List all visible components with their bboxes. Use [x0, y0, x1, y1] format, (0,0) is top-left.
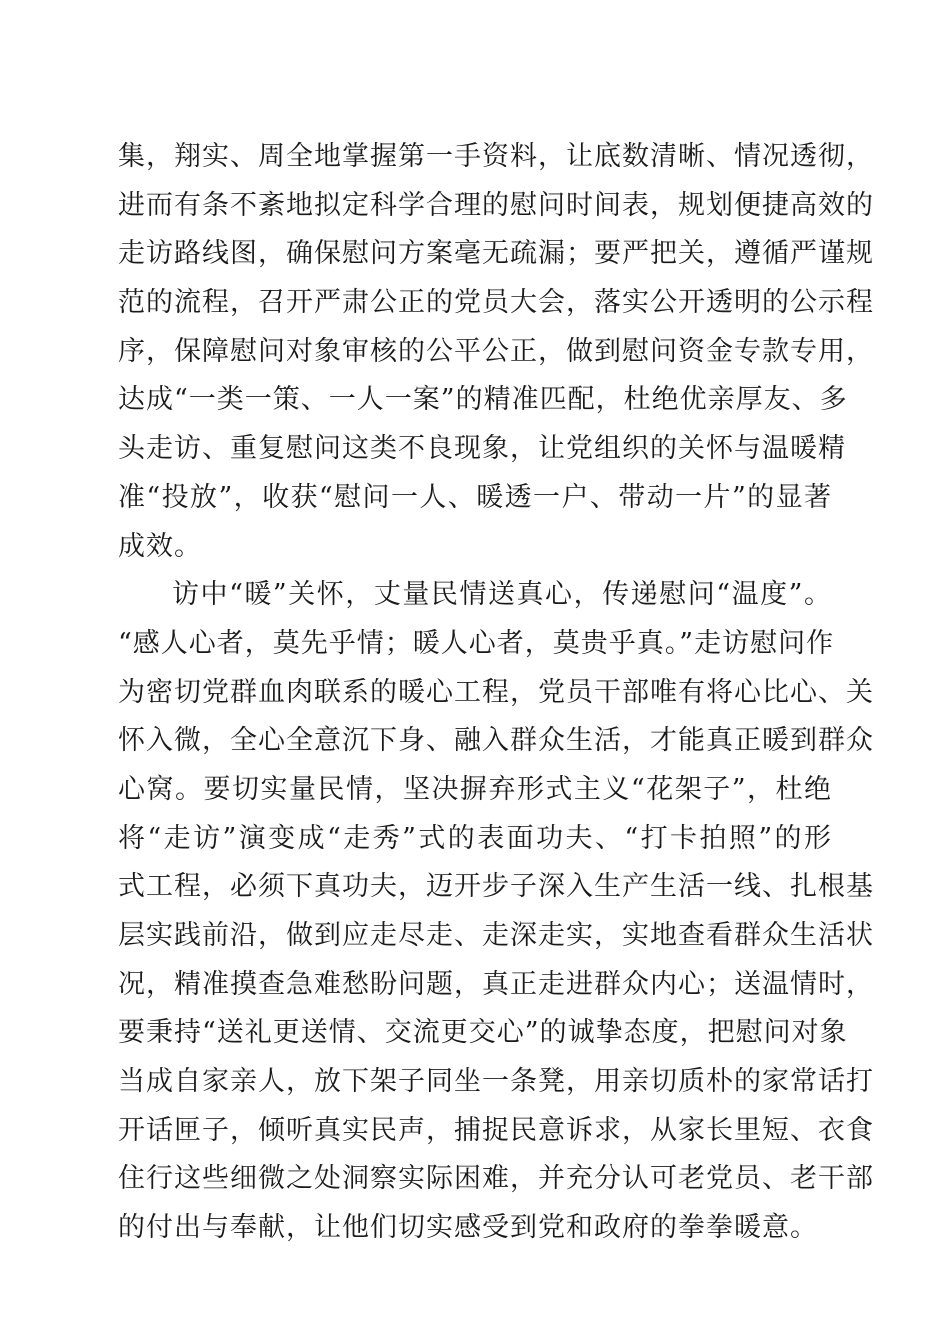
text-line: 序，保障慰问对象审核的公平公正，做到慰问资金专款专用， [118, 335, 874, 367]
text-line: 式工程，必须下真功夫，迈开步子深入生产生活一线、扎根基 [118, 871, 874, 903]
text-line: 进而有条不紊地拟定科学合理的慰问时间表，规划便捷高效的 [118, 189, 874, 221]
text-line: 住行这些细微之处洞察实际困难，并充分认可老党员、老干部 [118, 1163, 874, 1195]
text-line: 当成自家亲人，放下架子同坐一条凳，用亲切质朴的家常话打 [118, 1066, 874, 1098]
text-line: 怀入微，全心全意沉下身、融入群众生活，才能真正暖到群众 [118, 725, 874, 757]
text-line: 准“投放”，收获“慰问一人、暖透一户、带动一片”的显著 [118, 481, 832, 513]
text-line: 层实践前沿，做到应走尽走、走深走实，实地查看群众生活状 [118, 920, 874, 951]
text-line: 走访路线图，确保慰问方案毫无疏漏；要严把关，遵循严谨规 [118, 238, 874, 270]
text-line: 况，精准摸查急难愁盼问题，真正走进群众内心；送温情时， [118, 968, 874, 1000]
body-text [118, 133, 874, 1253]
text-line: 头走访、重复慰问这类不良现象，让党组织的关怀与温暖精 [118, 433, 846, 465]
text-line: 开话匣子，倾听真实民声，捕捉民意诉求，从家长里短、衣食 [118, 1114, 874, 1146]
text-line: 要秉持“送礼更送情、交流更交心”的诚挚态度，把慰问对象 [118, 1017, 848, 1049]
text-line: 集，翔实、周全地掌握第一手资料，让底数清晰、情况透彻， [118, 141, 874, 172]
text-line: 为密切党群血肉联系的暖心工程，党员干部唯有将心比心、关 [118, 676, 874, 708]
paragraph-start-line: 访中“暖”关怀，丈量民情送真心，传递慰问“温度”。 [172, 579, 832, 611]
paragraph-end-line: 成效。 [118, 530, 202, 562]
paragraph-end-line: 的付出与奉献，让他们切实感受到党和政府的拳拳暖意。 [118, 1212, 818, 1244]
text-line: 将“走访”演变成“走秀”式的表面功夫、“打卡拍照”的形 [118, 822, 832, 854]
text-line: “感人心者，莫先乎情；暖人心者，莫贵乎真。”走访慰问作 [118, 627, 835, 659]
text-line: 达成“一类一策、一人一案”的精准匹配，杜绝优亲厚友、多 [118, 384, 848, 416]
text-line: 范的流程，召开严肃公正的党员大会，落实公开透明的公示程 [118, 287, 874, 319]
text-line: 心窝。要切实量民情，坚决摒弃形式主义“花架子”，杜绝 [118, 773, 832, 805]
